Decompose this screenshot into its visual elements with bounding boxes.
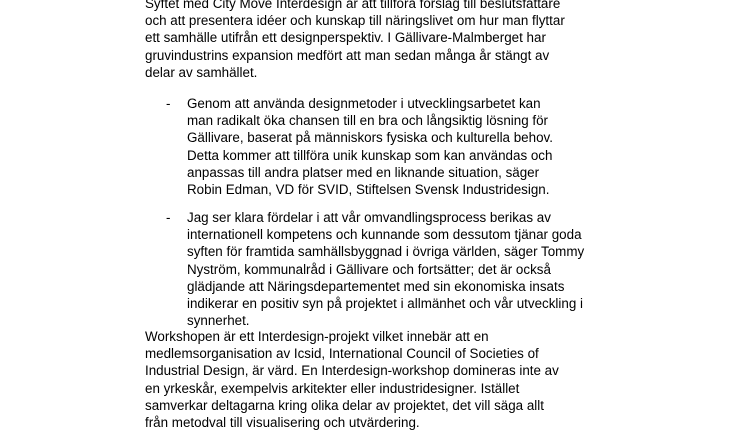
intro-paragraph	[145, 0, 615, 81]
text-line: en yrkeskår, exempelvis arkitekter eller industridesigner. Istället	[145, 380, 520, 396]
text-line: Syftet med City Move Interdesign är att tillföra förslag till beslutsfattare	[145, 0, 561, 11]
text-line: internationell kompetens och kunnande som dessutom tjänar goda	[187, 227, 582, 243]
workshop-paragraph	[145, 328, 615, 431]
text-line: Robin Edman, VD för SVID, Stiftelsen Svensk Industridesign.	[187, 182, 550, 198]
quote-text	[187, 209, 584, 329]
text-line: delar av samhället.	[145, 64, 258, 80]
text-line: Workshopen är ett Interdesign-projekt vilket innebär att en	[145, 329, 489, 344]
quote-text	[187, 95, 553, 198]
text-line: Detta kommer att tillföra unik kunskap som kan användas och	[187, 147, 553, 163]
text-line: från metodval till visualisering och utvärdering.	[145, 415, 420, 431]
text-line: gruvindustrins expansion medfört att man sedan många år stängt av	[145, 47, 550, 63]
dash-bullet: -	[166, 96, 171, 111]
text-line: anpassas till andra platser med en liknande situation, säger	[187, 164, 540, 180]
text-line: Genom att använda designmetoder i utvecklingsarbetet kan	[187, 96, 541, 111]
text-line: Gällivare, baserat på människors fysiska och kulturella behov.	[187, 130, 553, 146]
text-line: syften för framtida samhällsbyggnad i övriga världen, säger Tommy	[187, 244, 585, 260]
text-line: Industrial Design, är värd. En Interdesign-workshop domineras inte av	[145, 363, 559, 379]
text-line: samverkar deltagarna kring olika delar av projektet, det vill säga allt	[145, 397, 544, 413]
text-line: Nyström, kommunalråd i Gällivare och fortsätter; det är också	[187, 261, 551, 277]
text-line: medlemsorganisation av Icsid, International Council of Societies of	[145, 346, 539, 362]
text-line: ett samhälle utifrån ett designperspektiv. I Gällivare-Malmberget har	[145, 30, 546, 46]
text-line: man radikalt öka chansen till en bra och långsiktig lösning för	[187, 113, 549, 129]
text-line: synnerhet.	[187, 313, 250, 329]
text-line: Jag ser klara fördelar i att vår omvandlingsprocess berikas av	[187, 210, 551, 225]
text-line: indikerar en positiv syn på projektet i allmänhet och vår utveckling i	[187, 296, 583, 312]
dash-bullet: -	[166, 210, 171, 225]
text-line: glädjande att Näringsdepartementet med sin ekonomiska insats	[187, 278, 565, 294]
text-line: och att presentera idéer och kunskap till näringslivet om hur man flyttar	[145, 13, 565, 29]
